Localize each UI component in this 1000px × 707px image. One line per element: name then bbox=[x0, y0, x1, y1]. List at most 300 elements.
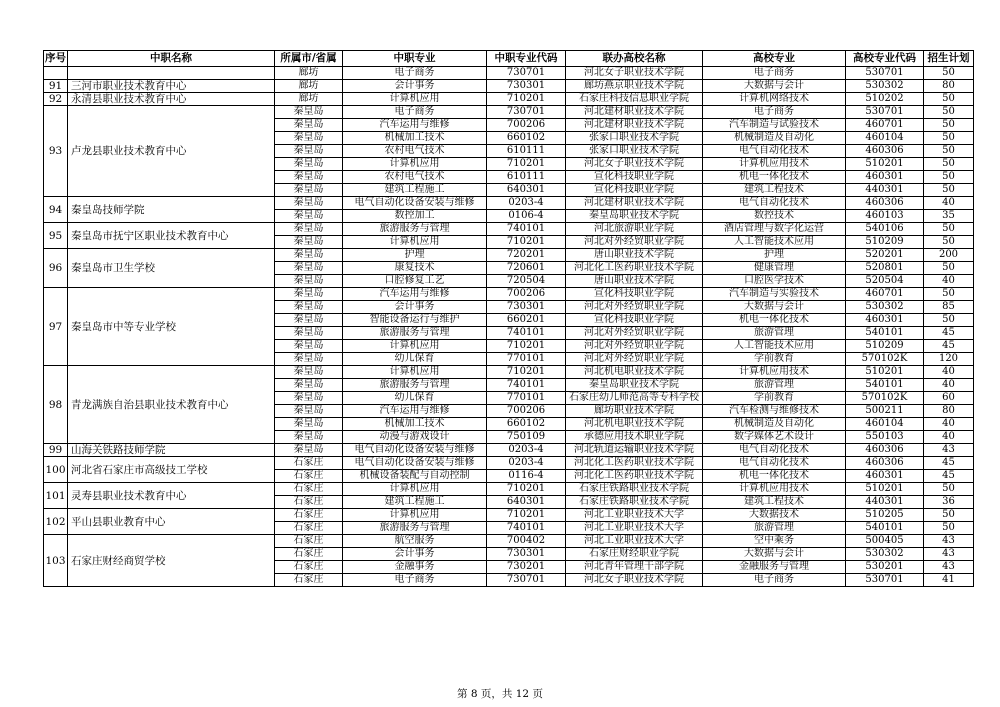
major-cell: 电气自动化设备安装与维修 bbox=[343, 457, 487, 470]
major-cell: 会计事务 bbox=[343, 548, 487, 561]
city-cell: 秦皇岛 bbox=[275, 379, 343, 392]
college-code-cell: 540101 bbox=[846, 522, 924, 535]
major-cell: 计算机应用 bbox=[343, 340, 487, 353]
college-major-cell: 建筑工程技术 bbox=[703, 184, 846, 197]
college-code-cell: 530302 bbox=[846, 548, 924, 561]
table-row bbox=[44, 223, 974, 236]
college-cell: 河北女子职业技术学院 bbox=[566, 67, 703, 80]
college-major-cell: 酒店管理与数字化运营 bbox=[703, 223, 846, 236]
college-major-cell: 电气自动化技术 bbox=[703, 145, 846, 158]
major-code-cell: 710201 bbox=[487, 509, 566, 522]
college-major-cell: 大数据与会计 bbox=[703, 301, 846, 314]
city-cell: 廊坊 bbox=[275, 80, 343, 93]
city-cell: 廊坊 bbox=[275, 93, 343, 106]
major-cell: 动漫与游戏设计 bbox=[343, 431, 487, 444]
seq-cell: 93 bbox=[44, 106, 68, 197]
college-code-cell: 530701 bbox=[846, 106, 924, 119]
city-cell: 秦皇岛 bbox=[275, 366, 343, 379]
school-cell: 石家庄财经商贸学校 bbox=[68, 535, 275, 587]
table-body bbox=[44, 67, 974, 587]
college-major-cell: 人工智能技术应用 bbox=[703, 340, 846, 353]
major-code-cell: 740101 bbox=[487, 379, 566, 392]
school-cell: 永清县职业技术教育中心 bbox=[68, 93, 275, 106]
college-major-cell: 空中乘务 bbox=[703, 535, 846, 548]
college-cell: 河北化工医药职业技术学院 bbox=[566, 470, 703, 483]
city-cell: 廊坊 bbox=[275, 67, 343, 80]
major-cell: 农村电气技术 bbox=[343, 145, 487, 158]
college-code-cell: 500211 bbox=[846, 405, 924, 418]
seq-cell: 103 bbox=[44, 535, 68, 587]
major-code-cell: 0116-4 bbox=[487, 470, 566, 483]
plan-cell: 50 bbox=[924, 522, 974, 535]
table-row bbox=[44, 535, 974, 548]
college-code-cell: 540106 bbox=[846, 223, 924, 236]
table-row bbox=[44, 366, 974, 379]
major-cell: 电气自动化设备安装与维修 bbox=[343, 444, 487, 457]
college-cell: 石家庄科技信息职业学院 bbox=[566, 93, 703, 106]
college-code-cell: 500405 bbox=[846, 535, 924, 548]
plan-cell: 50 bbox=[924, 145, 974, 158]
city-cell: 秦皇岛 bbox=[275, 158, 343, 171]
major-cell: 数控加工 bbox=[343, 210, 487, 223]
seq-cell: 97 bbox=[44, 288, 68, 366]
major-cell: 智能设备运行与维护 bbox=[343, 314, 487, 327]
college-major-cell: 数字媒体艺术设计 bbox=[703, 431, 846, 444]
city-cell: 秦皇岛 bbox=[275, 392, 343, 405]
major-code-cell: 700206 bbox=[487, 405, 566, 418]
college-code-cell: 440301 bbox=[846, 496, 924, 509]
plan-cell: 50 bbox=[924, 509, 974, 522]
city-cell: 秦皇岛 bbox=[275, 223, 343, 236]
major-cell: 汽车运用与维修 bbox=[343, 288, 487, 301]
enrollment-table bbox=[43, 50, 974, 587]
major-cell: 计算机应用 bbox=[343, 158, 487, 171]
college-code-cell: 520801 bbox=[846, 262, 924, 275]
plan-cell: 36 bbox=[924, 496, 974, 509]
college-major-cell: 人工智能技术应用 bbox=[703, 236, 846, 249]
header-city: 所属市/省属 bbox=[275, 51, 343, 67]
college-major-cell: 电气自动化技术 bbox=[703, 457, 846, 470]
major-code-cell: 720201 bbox=[487, 249, 566, 262]
major-code-cell: 740101 bbox=[487, 327, 566, 340]
table-row bbox=[44, 483, 974, 496]
table-row bbox=[44, 444, 974, 457]
major-code-cell: 730701 bbox=[487, 106, 566, 119]
college-major-cell: 金融服务与管理 bbox=[703, 561, 846, 574]
major-code-cell: 710201 bbox=[487, 366, 566, 379]
major-cell: 计算机应用 bbox=[343, 93, 487, 106]
plan-cell: 120 bbox=[924, 353, 974, 366]
city-cell: 秦皇岛 bbox=[275, 301, 343, 314]
major-code-cell: 660102 bbox=[487, 132, 566, 145]
city-cell: 秦皇岛 bbox=[275, 145, 343, 158]
major-cell: 机械加工技术 bbox=[343, 132, 487, 145]
city-cell: 秦皇岛 bbox=[275, 275, 343, 288]
major-cell: 旅游服务与管理 bbox=[343, 223, 487, 236]
college-code-cell: 460301 bbox=[846, 171, 924, 184]
plan-cell: 85 bbox=[924, 301, 974, 314]
city-cell: 石家庄 bbox=[275, 522, 343, 535]
plan-cell: 50 bbox=[924, 236, 974, 249]
plan-cell: 50 bbox=[924, 158, 974, 171]
city-cell: 秦皇岛 bbox=[275, 288, 343, 301]
major-cell: 旅游服务与管理 bbox=[343, 327, 487, 340]
plan-cell: 40 bbox=[924, 197, 974, 210]
plan-cell: 50 bbox=[924, 223, 974, 236]
college-major-cell: 计算机应用技术 bbox=[703, 158, 846, 171]
major-code-cell: 700206 bbox=[487, 288, 566, 301]
table-row bbox=[44, 197, 974, 210]
table-row bbox=[44, 457, 974, 470]
major-code-cell: 730301 bbox=[487, 548, 566, 561]
city-cell: 秦皇岛 bbox=[275, 327, 343, 340]
college-code-cell: 510201 bbox=[846, 158, 924, 171]
header-plan: 招生计划 bbox=[924, 51, 974, 67]
plan-cell: 35 bbox=[924, 210, 974, 223]
college-code-cell: 510201 bbox=[846, 483, 924, 496]
college-major-cell: 汽车检测与维修技术 bbox=[703, 405, 846, 418]
seq-cell: 101 bbox=[44, 483, 68, 509]
college-major-cell: 电子商务 bbox=[703, 574, 846, 587]
city-cell: 秦皇岛 bbox=[275, 132, 343, 145]
plan-cell: 40 bbox=[924, 418, 974, 431]
college-major-cell: 旅游管理 bbox=[703, 522, 846, 535]
seq-cell: 91 bbox=[44, 80, 68, 93]
table-row bbox=[44, 67, 974, 80]
college-cell: 石家庄财经职业学院 bbox=[566, 548, 703, 561]
city-cell: 石家庄 bbox=[275, 470, 343, 483]
major-code-cell: 610111 bbox=[487, 171, 566, 184]
college-major-cell: 汽车制造与试验技术 bbox=[703, 119, 846, 132]
college-major-cell: 口腔医学技术 bbox=[703, 275, 846, 288]
college-cell: 承德应用技术职业学院 bbox=[566, 431, 703, 444]
plan-cell: 50 bbox=[924, 288, 974, 301]
major-code-cell: 710201 bbox=[487, 340, 566, 353]
college-cell: 河北工业职业技术大学 bbox=[566, 535, 703, 548]
major-code-cell: 730301 bbox=[487, 80, 566, 93]
school-cell: 三河市职业技术教育中心 bbox=[68, 80, 275, 93]
college-cell: 宣化科技职业学院 bbox=[566, 184, 703, 197]
college-cell: 河北建材职业技术学院 bbox=[566, 106, 703, 119]
college-cell: 宣化科技职业学院 bbox=[566, 314, 703, 327]
major-cell: 计算机应用 bbox=[343, 509, 487, 522]
school-cell: 秦皇岛市中等专业学校 bbox=[68, 288, 275, 366]
college-major-cell: 机械制造及自动化 bbox=[703, 418, 846, 431]
college-cell: 河北工业职业技术大学 bbox=[566, 522, 703, 535]
college-cell: 河北建材职业技术学院 bbox=[566, 119, 703, 132]
seq-cell: 95 bbox=[44, 223, 68, 249]
city-cell: 秦皇岛 bbox=[275, 210, 343, 223]
major-cell: 护理 bbox=[343, 249, 487, 262]
college-cell: 石家庄铁路职业技术学院 bbox=[566, 496, 703, 509]
college-cell: 河北对外经贸职业学院 bbox=[566, 353, 703, 366]
college-major-cell: 学前教育 bbox=[703, 353, 846, 366]
table-row bbox=[44, 288, 974, 301]
major-cell: 幼儿保育 bbox=[343, 392, 487, 405]
major-cell: 机械加工技术 bbox=[343, 418, 487, 431]
college-code-cell: 570102K bbox=[846, 392, 924, 405]
city-cell: 石家庄 bbox=[275, 457, 343, 470]
college-cell: 河北机电职业技术学院 bbox=[566, 366, 703, 379]
city-cell: 秦皇岛 bbox=[275, 119, 343, 132]
plan-cell: 50 bbox=[924, 106, 974, 119]
college-code-cell: 530701 bbox=[846, 67, 924, 80]
seq-cell: 100 bbox=[44, 457, 68, 483]
seq-cell: 96 bbox=[44, 249, 68, 288]
college-cell: 张家口职业技术学院 bbox=[566, 145, 703, 158]
college-code-cell: 460701 bbox=[846, 119, 924, 132]
college-code-cell: 460306 bbox=[846, 444, 924, 457]
school-cell: 河北省石家庄市高级技工学校 bbox=[68, 457, 275, 483]
school-cell: 青龙满族自治县职业技术教育中心 bbox=[68, 366, 275, 444]
major-code-cell: 770101 bbox=[487, 392, 566, 405]
major-cell: 会计事务 bbox=[343, 80, 487, 93]
city-cell: 秦皇岛 bbox=[275, 184, 343, 197]
school-cell: 秦皇岛市卫生学校 bbox=[68, 249, 275, 288]
major-code-cell: 640301 bbox=[487, 496, 566, 509]
college-major-cell: 建筑工程技术 bbox=[703, 496, 846, 509]
college-code-cell: 460306 bbox=[846, 145, 924, 158]
college-major-cell: 大数据与会计 bbox=[703, 80, 846, 93]
major-code-cell: 730701 bbox=[487, 67, 566, 80]
school-cell bbox=[68, 67, 275, 80]
college-cell: 河北化工医药职业技术学院 bbox=[566, 457, 703, 470]
college-cell: 唐山职业技术学院 bbox=[566, 249, 703, 262]
city-cell: 石家庄 bbox=[275, 509, 343, 522]
page-footer: 第 8 页，共 12 页 bbox=[457, 688, 543, 700]
college-cell: 河北女子职业技术学院 bbox=[566, 574, 703, 587]
college-code-cell: 530302 bbox=[846, 80, 924, 93]
college-cell: 河北对外经贸职业学院 bbox=[566, 301, 703, 314]
major-code-cell: 710201 bbox=[487, 236, 566, 249]
major-code-cell: 0203-4 bbox=[487, 457, 566, 470]
major-cell: 汽车运用与维修 bbox=[343, 405, 487, 418]
college-cell: 河北对外经贸职业学院 bbox=[566, 340, 703, 353]
college-cell: 河北青年管理干部学院 bbox=[566, 561, 703, 574]
major-code-cell: 750109 bbox=[487, 431, 566, 444]
seq-cell bbox=[44, 67, 68, 80]
major-cell: 机械设备装配与自动控制 bbox=[343, 470, 487, 483]
major-cell: 电子商务 bbox=[343, 574, 487, 587]
plan-cell: 50 bbox=[924, 483, 974, 496]
major-cell: 口腔修复工艺 bbox=[343, 275, 487, 288]
plan-cell: 43 bbox=[924, 444, 974, 457]
college-cell: 廊坊职业技术学院 bbox=[566, 405, 703, 418]
major-code-cell: 640301 bbox=[487, 184, 566, 197]
header-major: 中职专业 bbox=[343, 51, 487, 67]
plan-cell: 50 bbox=[924, 93, 974, 106]
college-major-cell: 机电一体化技术 bbox=[703, 314, 846, 327]
major-code-cell: 700206 bbox=[487, 119, 566, 132]
college-cell: 河北轨道运输职业技术学院 bbox=[566, 444, 703, 457]
city-cell: 石家庄 bbox=[275, 574, 343, 587]
major-cell: 会计事务 bbox=[343, 301, 487, 314]
college-cell: 廊坊燕京职业技术学院 bbox=[566, 80, 703, 93]
city-cell: 秦皇岛 bbox=[275, 249, 343, 262]
college-code-cell: 530201 bbox=[846, 561, 924, 574]
college-major-cell: 计算机应用技术 bbox=[703, 366, 846, 379]
major-code-cell: 730701 bbox=[487, 574, 566, 587]
college-cell: 张家口职业技术学院 bbox=[566, 132, 703, 145]
college-major-cell: 电气自动化技术 bbox=[703, 444, 846, 457]
college-major-cell: 计算机应用技术 bbox=[703, 483, 846, 496]
college-major-cell: 护理 bbox=[703, 249, 846, 262]
college-cell: 河北机电职业技术学院 bbox=[566, 418, 703, 431]
major-cell: 电子商务 bbox=[343, 106, 487, 119]
major-cell: 金融事务 bbox=[343, 561, 487, 574]
city-cell: 秦皇岛 bbox=[275, 197, 343, 210]
major-cell: 康复技术 bbox=[343, 262, 487, 275]
college-code-cell: 530701 bbox=[846, 574, 924, 587]
college-code-cell: 540101 bbox=[846, 327, 924, 340]
college-cell: 石家庄铁路职业技术学院 bbox=[566, 483, 703, 496]
header-seq: 序号 bbox=[44, 51, 68, 67]
college-code-cell: 510209 bbox=[846, 236, 924, 249]
major-cell: 旅游服务与管理 bbox=[343, 379, 487, 392]
header-major-code: 中职专业代码 bbox=[487, 51, 566, 67]
major-code-cell: 0203-4 bbox=[487, 197, 566, 210]
plan-cell: 50 bbox=[924, 184, 974, 197]
college-major-cell: 电气自动化技术 bbox=[703, 197, 846, 210]
major-code-cell: 740101 bbox=[487, 223, 566, 236]
major-cell: 计算机应用 bbox=[343, 366, 487, 379]
seq-cell: 98 bbox=[44, 366, 68, 444]
college-cell: 秦皇岛职业技术学院 bbox=[566, 210, 703, 223]
major-cell: 计算机应用 bbox=[343, 236, 487, 249]
college-cell: 秦皇岛职业技术学院 bbox=[566, 379, 703, 392]
header-college: 联办高校名称 bbox=[566, 51, 703, 67]
school-cell: 平山县职业教育中心 bbox=[68, 509, 275, 535]
plan-cell: 50 bbox=[924, 119, 974, 132]
plan-cell: 40 bbox=[924, 366, 974, 379]
city-cell: 秦皇岛 bbox=[275, 431, 343, 444]
plan-cell: 43 bbox=[924, 561, 974, 574]
college-major-cell: 电子商务 bbox=[703, 106, 846, 119]
table-row bbox=[44, 80, 974, 93]
city-cell: 秦皇岛 bbox=[275, 444, 343, 457]
college-cell: 河北化工医药职业技术学院 bbox=[566, 262, 703, 275]
college-cell: 河北建材职业技术学院 bbox=[566, 197, 703, 210]
plan-cell: 50 bbox=[924, 314, 974, 327]
college-major-cell: 机械制造及自动化 bbox=[703, 132, 846, 145]
college-cell: 宣化科技职业学院 bbox=[566, 288, 703, 301]
table-row bbox=[44, 249, 974, 262]
college-major-cell: 旅游管理 bbox=[703, 379, 846, 392]
plan-cell: 50 bbox=[924, 67, 974, 80]
plan-cell: 43 bbox=[924, 548, 974, 561]
college-code-cell: 510209 bbox=[846, 340, 924, 353]
table-row bbox=[44, 106, 974, 119]
plan-cell: 40 bbox=[924, 379, 974, 392]
major-code-cell: 770101 bbox=[487, 353, 566, 366]
college-major-cell: 电子商务 bbox=[703, 67, 846, 80]
plan-cell: 60 bbox=[924, 392, 974, 405]
college-code-cell: 440301 bbox=[846, 184, 924, 197]
school-cell: 灵寿县职业技术教育中心 bbox=[68, 483, 275, 509]
major-code-cell: 710201 bbox=[487, 158, 566, 171]
plan-cell: 50 bbox=[924, 171, 974, 184]
college-code-cell: 510202 bbox=[846, 93, 924, 106]
major-code-cell: 660201 bbox=[487, 314, 566, 327]
table-row bbox=[44, 509, 974, 522]
city-cell: 石家庄 bbox=[275, 483, 343, 496]
plan-cell: 45 bbox=[924, 457, 974, 470]
major-cell: 电气自动化设备安装与维修 bbox=[343, 197, 487, 210]
plan-cell: 40 bbox=[924, 431, 974, 444]
college-code-cell: 540101 bbox=[846, 379, 924, 392]
seq-cell: 102 bbox=[44, 509, 68, 535]
plan-cell: 45 bbox=[924, 470, 974, 483]
major-cell: 汽车运用与维修 bbox=[343, 119, 487, 132]
major-code-cell: 710201 bbox=[487, 93, 566, 106]
college-major-cell: 大数据技术 bbox=[703, 509, 846, 522]
city-cell: 秦皇岛 bbox=[275, 340, 343, 353]
city-cell: 秦皇岛 bbox=[275, 106, 343, 119]
college-major-cell: 计算机网络技术 bbox=[703, 93, 846, 106]
college-code-cell: 460103 bbox=[846, 210, 924, 223]
college-code-cell: 460104 bbox=[846, 132, 924, 145]
major-cell: 旅游服务与管理 bbox=[343, 522, 487, 535]
college-code-cell: 520201 bbox=[846, 249, 924, 262]
college-cell: 宣化科技职业学院 bbox=[566, 171, 703, 184]
city-cell: 秦皇岛 bbox=[275, 418, 343, 431]
major-code-cell: 730301 bbox=[487, 301, 566, 314]
header-college-code: 高校专业代码 bbox=[846, 51, 924, 67]
college-code-cell: 460301 bbox=[846, 470, 924, 483]
major-cell: 农村电气技术 bbox=[343, 171, 487, 184]
major-code-cell: 0203-4 bbox=[487, 444, 566, 457]
college-code-cell: 460301 bbox=[846, 314, 924, 327]
college-cell: 河北对外经贸职业学院 bbox=[566, 236, 703, 249]
major-code-cell: 730201 bbox=[487, 561, 566, 574]
seq-cell: 92 bbox=[44, 93, 68, 106]
college-major-cell: 大数据与会计 bbox=[703, 548, 846, 561]
plan-cell: 45 bbox=[924, 340, 974, 353]
college-cell: 河北工业职业技术大学 bbox=[566, 509, 703, 522]
seq-cell: 94 bbox=[44, 197, 68, 223]
college-code-cell: 460104 bbox=[846, 418, 924, 431]
city-cell: 石家庄 bbox=[275, 548, 343, 561]
header-school: 中职名称 bbox=[68, 51, 275, 67]
header-row bbox=[44, 51, 974, 67]
major-code-cell: 660102 bbox=[487, 418, 566, 431]
plan-cell: 50 bbox=[924, 262, 974, 275]
college-major-cell: 机电一体化技术 bbox=[703, 171, 846, 184]
city-cell: 石家庄 bbox=[275, 561, 343, 574]
college-code-cell: 570102K bbox=[846, 353, 924, 366]
college-major-cell: 健康管理 bbox=[703, 262, 846, 275]
school-cell: 山海关铁路技师学院 bbox=[68, 444, 275, 457]
major-code-cell: 0106-4 bbox=[487, 210, 566, 223]
major-code-cell: 720601 bbox=[487, 262, 566, 275]
school-cell: 卢龙县职业技术教育中心 bbox=[68, 106, 275, 197]
college-cell: 石家庄幼儿师范高等专科学校 bbox=[566, 392, 703, 405]
plan-cell: 200 bbox=[924, 249, 974, 262]
college-cell: 河北旅游职业学院 bbox=[566, 223, 703, 236]
city-cell: 石家庄 bbox=[275, 535, 343, 548]
college-major-cell: 学前教育 bbox=[703, 392, 846, 405]
city-cell: 石家庄 bbox=[275, 496, 343, 509]
college-cell: 河北对外经贸职业学院 bbox=[566, 327, 703, 340]
plan-cell: 80 bbox=[924, 405, 974, 418]
plan-cell: 80 bbox=[924, 80, 974, 93]
seq-cell: 99 bbox=[44, 444, 68, 457]
major-code-cell: 710201 bbox=[487, 483, 566, 496]
school-cell: 秦皇岛技师学院 bbox=[68, 197, 275, 223]
city-cell: 秦皇岛 bbox=[275, 314, 343, 327]
header-college-major: 高校专业 bbox=[703, 51, 846, 67]
college-cell: 唐山职业技术学院 bbox=[566, 275, 703, 288]
